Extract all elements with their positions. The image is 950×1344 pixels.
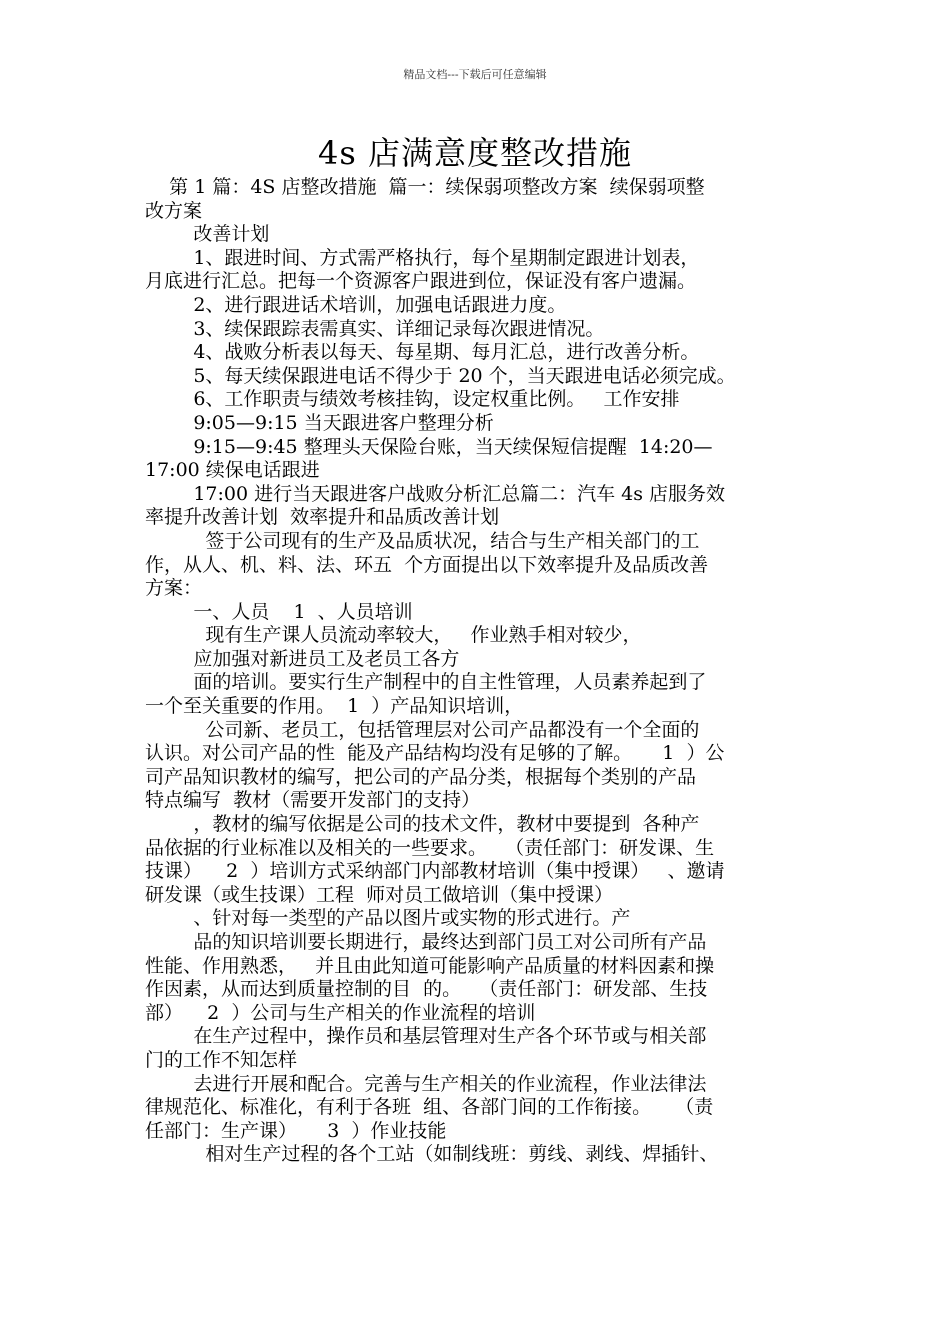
body-line: 门的工作不知怎样 bbox=[145, 1048, 298, 1071]
body-line: 公司新、老员工，包括管理层对公司产品都没有一个全面的 bbox=[145, 718, 700, 741]
body-line: 率提升改善计划 效率提升和品质改善计划 bbox=[145, 506, 500, 529]
body-line: 1、跟进时间、方式需严格执行，每个星期制定跟进计划表， bbox=[145, 246, 700, 269]
body-line: 在生产过程中，操作员和基层管理对生产各个环节或与相关部 bbox=[145, 1025, 707, 1048]
document-title: 4s 店满意度整改措施 bbox=[318, 134, 632, 172]
body-line: 任部门：生产课） 3 ）作业技能 bbox=[145, 1119, 447, 1142]
body-line: 6、工作职责与绩效考核挂钩，设定权重比例。 工作安排 bbox=[145, 388, 680, 411]
body-line: 改方案 bbox=[145, 199, 203, 222]
body-line: 认识。对公司产品的性 能及产品结构均没有足够的了解。 1 ）公 bbox=[145, 742, 725, 765]
body-line: 司产品知识教材的编写，把公司的产品分类，根据每个类别的产品 bbox=[145, 765, 697, 788]
body-line: 去进行开展和配合。完善与生产相关的作业流程，作业法律法 bbox=[145, 1072, 707, 1095]
body-line: 月底进行汇总。把每一个资源客户跟进到位，保证没有客户遗漏。 bbox=[145, 270, 697, 293]
body-line: 9:15—9:45 整理头天保险台账，当天续保短信提醒 14:20— bbox=[145, 435, 713, 458]
body-line: 、针对每一类型的产品以图片或实物的形式进行。产 bbox=[145, 907, 631, 930]
body-line: 相对生产过程的各个工站（如制线班：剪线、剥线、焊插针、 bbox=[145, 1143, 719, 1166]
body-line: 性能、作用熟悉， 并且由此知道可能影响产品质量的材料因素和操 bbox=[145, 954, 715, 977]
body-line: 品的知识培训要长期进行，最终达到部门员工对公司所有产品 bbox=[145, 931, 707, 953]
body-line: 部） 2 ）公司与生产相关的作业流程的培训 bbox=[145, 1001, 536, 1024]
body-line: ，教材的编写依据是公司的技术文件，教材中要提到 各种产 bbox=[145, 813, 700, 836]
body-line: 应加强对新进员工及老员工各方 bbox=[145, 647, 460, 670]
body-line: 一、人员 1 、人员培训 bbox=[145, 600, 413, 623]
body-line: 技课） 2 ）培训方式采纳部门内部教材培训（集中授课） 、邀请 bbox=[145, 860, 725, 883]
body-line: 5、每天续保跟进电话不得少于 20 个，当天跟进电话必须完成。 bbox=[145, 364, 736, 387]
page-header-note: 精品文档---下载后可任意编辑 bbox=[403, 68, 547, 81]
body-line: 面的培训。要实行生产制程中的自主性管理，人员素养起到了 bbox=[145, 671, 707, 694]
body-line: 9:05—9:15 当天跟进客户整理分析 bbox=[145, 411, 494, 434]
body-line: 律规范化、标准化，有利于各班 组、各部门间的工作衔接。 （责 bbox=[145, 1096, 714, 1119]
body-line: 17:00 续保电话跟进 bbox=[145, 459, 320, 482]
body-line: 17:00 进行当天跟进客户战败分析汇总篇二：汽车 4s 店服务效 bbox=[145, 482, 726, 505]
body-line: 签于公司现有的生产及品质状况，结合与生产相关部门的工 bbox=[145, 529, 700, 552]
body-line: 改善计划 bbox=[145, 223, 270, 246]
body-line: 一个至关重要的作用。 1 ）产品知识培训， bbox=[145, 695, 524, 718]
body-line: 品依据的行业标准以及相关的一些要求。 （责任部门：研发课、生 bbox=[145, 836, 715, 859]
body-line: 第 1 篇：4S 店整改措施 篇一：续保弱项整改方案 续保弱项整 bbox=[145, 176, 705, 198]
body-line: 现有生产课人员流动率较大， 作业熟手相对较少， bbox=[145, 624, 642, 647]
body-line: 作因素，从而达到质量控制的目 的。 （责任部门：研发部、生技 bbox=[145, 978, 708, 1001]
body-line: 方案： bbox=[145, 577, 203, 600]
body-line: 3、续保跟踪表需真实、详细记录每次跟进情况。 bbox=[145, 317, 605, 340]
document-body bbox=[145, 176, 813, 1167]
body-line: 作，从人、机、料、法、环五 个方面提出以下效率提升及品质改善 bbox=[145, 553, 709, 576]
body-line: 特点编写 教材（需要开发部门的支持） bbox=[145, 789, 481, 812]
body-line: 研发课（或生技课）工程 师对员工做培训（集中授课） bbox=[145, 883, 614, 906]
body-line: 4、战败分析表以每天、每星期、每月汇总，进行改善分析。 bbox=[145, 341, 700, 364]
body-line: 2、进行跟进话术培训，加强电话跟进力度。 bbox=[145, 293, 567, 316]
